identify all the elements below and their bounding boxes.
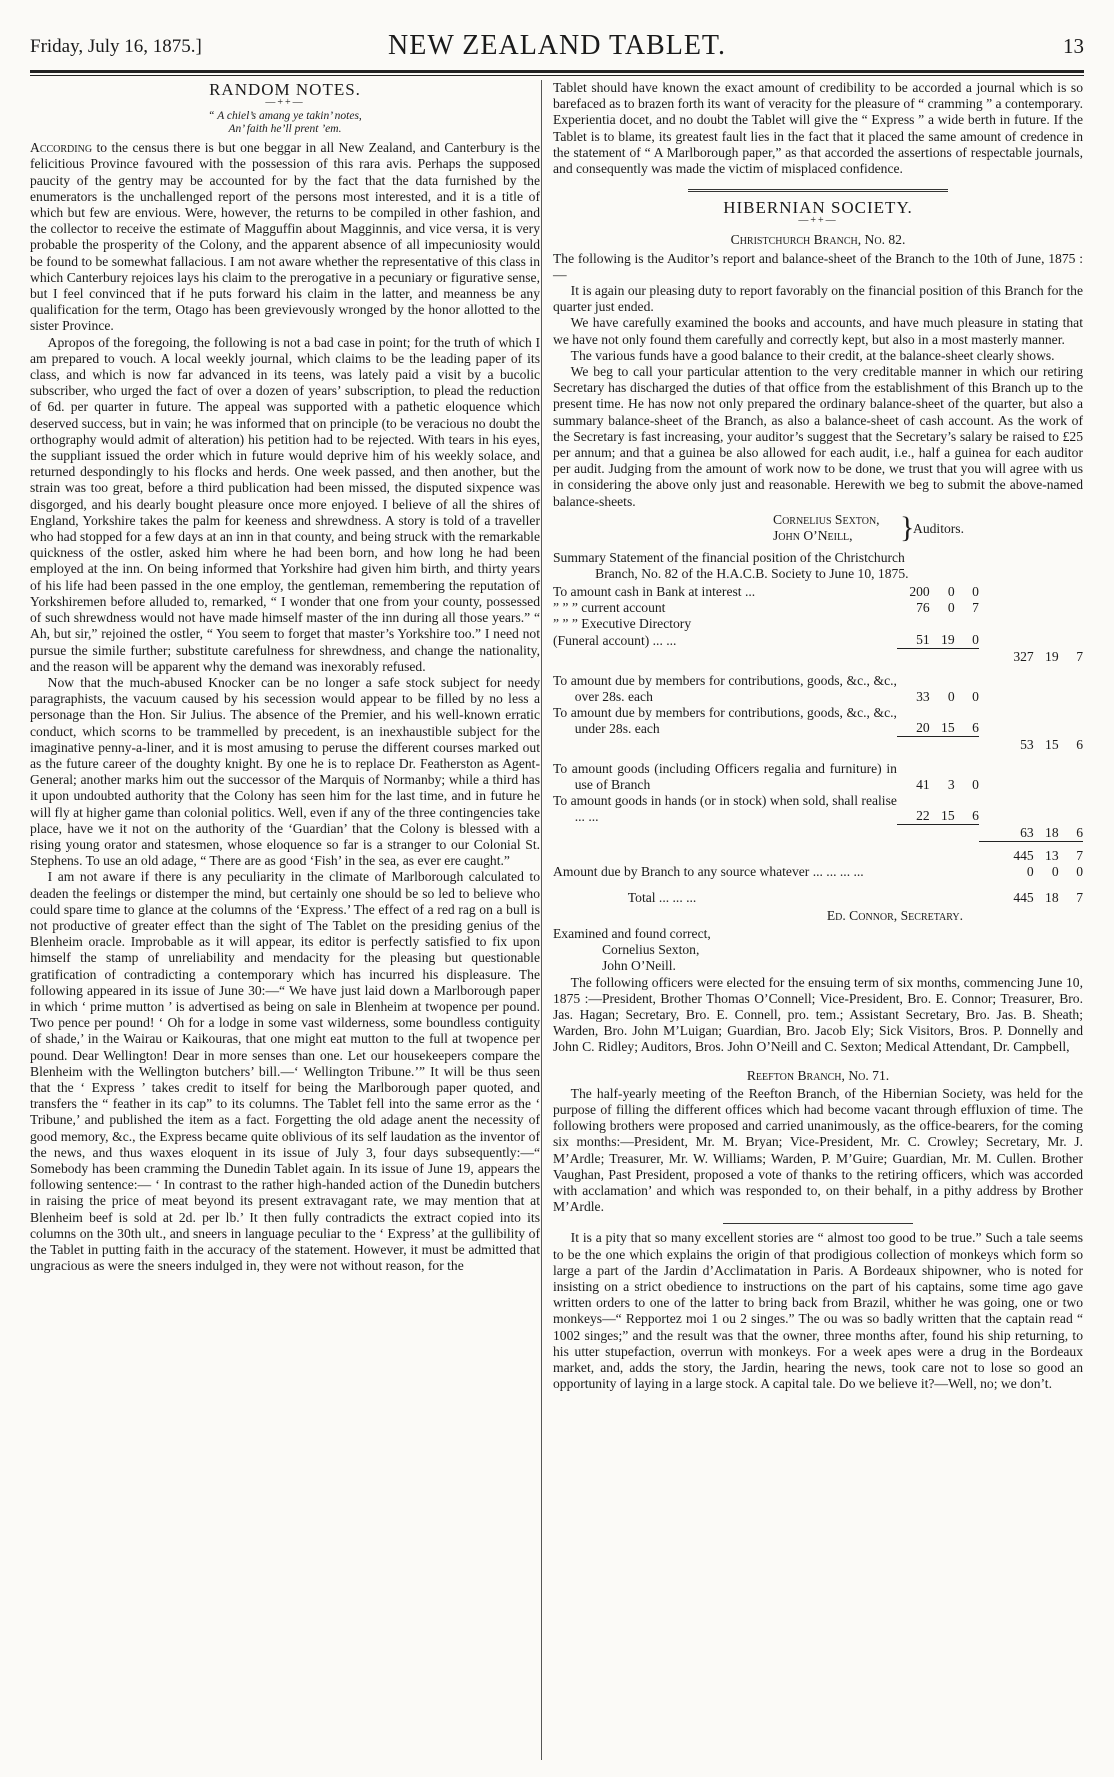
subtotal-row — [553, 737, 1083, 753]
paragraph: It is a pity that so many excellent stories are “ almost too good to be true.” Such a tale seems to be the one which explains the origin of that prodigious collection of monkeys which form so large a part of the Jardin d’Acclimatation in Paris. A Bordeaux shipowner, who is noted for insisting on a strict obedience to instructions on the part of his captains, some time ago gave written orders to one of the latter to bring back from Brazil, whither he was going, one or two monkeys—“ Repportez moi 1 ou 2 singes.” The ou was so badly written that the captain read “ 1002 singes;” and the result was that the owner, three months after, found his ship returning, to his utter stupefaction, overrun with monkeys. For a week apes were a drug in the Bordeaux market, and, adds the story, the Jardin, hearing the news, took care not to lose so good an opportunity of laying in a large stock. A capital tale. Do we believe it?—Well, no; we don’t. — [553, 1230, 1083, 1392]
paragraph: I am not aware if there is any peculiarity in the climate of Marlborough calculated to deaden the feelings or distemper the mind, but certainly one should be so led to believe who could spare time to glance at the columns of the ‘Express.’ The effect of a red rag on a bull is not productive of greater effect than the sight of The Tablet on the presiding genius of the Blenheim oracle. Improbable as it will appear, its editor is perfectly satisfied to fix upon himself the stamp of unreliability and mendacity for the pleasing but questionable gratification of contradicting a contemporary which has incurred his displeasure. The following appeared in its issue of June 30:—“ We have just laid down a Marlborough paper in which ‘ prime mutton ’ is advertised as being on sale in Blenheim at twopence per pound. Two pence per pound! ‘ Oh for a lodge in some vast wilderness, some boundless contiguity of shade,’ in the Wairau or Kaikouras, that one might eat mutton to the full at twopence per pound. Dear Wellington! Dear in more senses than one. Let our housekeepers compare the Blenheim with the Wellington butchers’ bill.—‘ Wellington Tribune.’” It will be thus seen that the ‘ Express ’ takes credit to itself for being the Marlborough paper quoted, and transfers the “ feather in its cap” to its columns. The Tablet fell into the same error as the ‘ Tribune,’ and published the item as a fact. Forgetting the old adage anent the necessity of good memory, &c., the Express became quite oblivious of its self laudation as the inventor of the news, and thus waxes eloquent in its issue of July 3, four days subsequently:—“ Somebody has been cramming the Dunedin Tablet again. In its issue of June 19, appears the following sentence:— ‘ In contrast to the rather high-handed action of the Dunedin butchers in raising the price of meat beyond its present extravagant rate, we may mention that at Blenheim beef is sold at 2d. per lb.’ It then fully contradicts the extract copied into its columns on the 30th ult., and sneers in language peculiar to the ‘ Express’ at the gullibility of the Tablet in putting faith in the accuracy of the statement. However, it must be admitted that ungracious as were the sneers indulged in, they were not without reason, for the — [30, 869, 540, 1274]
auditor-names — [773, 512, 880, 544]
section-separator — [688, 189, 948, 192]
motto — [30, 110, 540, 136]
shillings: 0 — [947, 584, 955, 600]
issue-date: Friday, July 16, 1875.] — [30, 36, 202, 57]
shillings — [930, 616, 955, 632]
masthead-rule-thin — [30, 75, 1084, 76]
subtotal-row — [553, 649, 1083, 665]
paragraph — [30, 140, 540, 334]
pounds: 0 — [1026, 863, 1034, 879]
shillings: 15 — [930, 705, 955, 737]
pounds: 445 — [1013, 889, 1034, 905]
table-row — [553, 793, 1083, 825]
paragraph: The half-yearly meeting of the Reefton Branch, of the Hibernian Society, was held for the purpose of filling the different offices which had become vacant through effluxion of time. The following brothers were proposed and carried unanimously, as the office-bearers, for the coming six months:—President, Mr. M. Bryan; Vice-President, Mr. C. Crowley; Secretary, Mr. J. M’Ardle; Treasurer, Mr. W. Williams; Warden, P. M’Guire; Guardian, Mr. M. Cullen. Brother Vaughan, Past President, proposed a vote of thanks to the retiring officers, which was accorded with acclamation’ and which was responded to, on their behalf, in a pithy address by Brother M’Ardle. — [553, 1085, 1083, 1215]
paragraph-continued: Tablet should have known the exact amount of credibility to be accorded a journal which is so barefaced as to brazen forth its want of veracity for the pleasure of “ cramming ” a contemporary. Experientia docet, and no doubt the Tablet will give the “ Express ” a wide berth in future. If the Tablet is to blame, its greatest fault lies in the fact that it placed the same amount of credence in the statement of “ A Marlborough paper,” as that accorded the assertions of respectable journals, and consequently was made the victim of misplaced confidence. — [553, 80, 1083, 177]
summary-line: Summary Statement of the financial position of the Christchurch — [553, 549, 905, 565]
row-desc: ” ” ” current account — [553, 600, 666, 616]
row-desc: (Funeral account) ... ... — [553, 632, 677, 648]
shillings: 3 — [947, 776, 955, 792]
pence: 0 — [972, 584, 979, 600]
column-divider — [541, 80, 542, 1760]
pence: 0 — [1076, 863, 1083, 879]
table-row — [553, 761, 1083, 793]
auditors-signature — [553, 512, 1083, 548]
shillings: 15 — [930, 793, 955, 825]
branch-heading: Christchurch Branch, No. 82. — [730, 232, 906, 248]
auditor-name: Cornelius Sexton, — [773, 511, 880, 527]
newspaper-title: NEW ZEALAND TABLET. — [388, 30, 726, 61]
pence: 6 — [955, 705, 979, 737]
row-desc: Amount due by Branch to any source whatever ... ... ... ... — [553, 863, 864, 879]
paragraph: The following is the Auditor’s report and balance-sheet of the Branch to the 10th of June, 1875 :— — [553, 250, 1083, 282]
row-desc: To amount goods (including Officers regalia and furniture) in use of Branch — [553, 760, 897, 792]
section-separator — [723, 1223, 913, 1224]
table-row — [553, 616, 1083, 632]
left-column — [30, 80, 540, 1274]
row-desc: To amount cash in Bank at interest ... — [553, 584, 756, 600]
shillings: 0 — [1051, 863, 1059, 879]
auditors-label: Auditors. — [913, 520, 964, 536]
pounds: 51 — [897, 632, 930, 649]
pounds: 63 — [979, 825, 1034, 842]
lead-word: According — [30, 140, 93, 156]
pence: 0 — [972, 776, 979, 792]
examined-block — [553, 926, 1083, 975]
auditor-name: John O’Neill, — [773, 528, 853, 544]
page-number: 13 — [1063, 34, 1084, 58]
pounds — [897, 616, 930, 632]
motto-line-2: An’ faith he’ll prent ’em. — [228, 123, 342, 136]
table-row — [553, 632, 1083, 649]
brace: } — [900, 510, 915, 544]
examiner-name: John O’Neill. — [601, 958, 676, 974]
paragraph: We have carefully examined the books and accounts, and have much pleasure in stating that we have not only found them carefully and correctly kept, but also in a most masterly manner. — [553, 315, 1083, 347]
paragraph: We beg to call your particular attention to the very creditable manner in which our retiring Secretary has discharged the duties of that office from the establishment of this Branch up to the present time. He has now not only prepared the ordinary balance-sheet of the quarter, but also a summary balance-sheet of the Branch, as also a balance-sheet of cash account. As the work of the Secretary is fast increasing, your auditor’s suggest that the Secretary’s salary be raised to £25 per annum; and that a guinea be also allowed for each audit, i.e., half a guinea for each auditor per audit. Judging from the amount of work now to be done, we trust that you will agree with us in considering the above only just and reasonable. Herewith we beg to submit the above-named balance-sheets. — [553, 364, 1083, 509]
summary-heading — [553, 550, 1083, 582]
table-row — [553, 673, 1083, 705]
hibernian-title: HIBERNIAN SOCIETY. — [723, 198, 913, 218]
pence: 7 — [1076, 648, 1083, 664]
shillings: 19 — [930, 632, 955, 649]
masthead — [30, 30, 1084, 68]
total-label: Total ... ... ... — [627, 889, 697, 905]
pounds: 53 — [1020, 736, 1034, 752]
table-row — [553, 705, 1083, 737]
examiner-name: Cornelius Sexton, — [601, 942, 700, 958]
shillings: 0 — [947, 688, 955, 704]
pence: 6 — [1059, 825, 1083, 842]
pence: 7 — [1076, 889, 1083, 905]
row-desc: To amount due by members for contributions, goods, &c., &c., over 28s. each — [553, 672, 897, 704]
table-row — [553, 864, 1083, 880]
pounds: 20 — [897, 705, 930, 737]
shillings: 18 — [1034, 825, 1059, 842]
paragraph: Apropos of the foregoing, the following is not a bad case in point; for the truth of which I am prepared to vouch. A local weekly journal, which claims to be the leading paper of its class, and which is now far advanced in its teens, was lately paid a visit by a bucolic subscriber, who urged the fact of over a dozen of years’ subscription, to plead the reduction of 6d. per quarter in future. The appeal was supported with a pathetic eloquence which deserved success, but in vain; he was informed that on principle (to be veracious no doubt the orthography would admit of alteration) his petition had to be rejected. With tears in his eyes, the suppliant issued the order which in future would deprive him of his weekly solace, and returned despondingly to his flocks and herds. One week passed, and then another, but the strain was too great, before a third publication had been missed, the disputed sixpence was disgorged, and his dearly bought pleasure once more enjoyed. I believe of all the shires of England, Yorkshire takes the palm for keeness and shrewdness. A story is told of a traveller who had stopped for a few days at an inn in that county, and being struck with the remarkable quickness of the ostler, asked him where he had been born, and how long he had been employed at the inn. On being informed that Yorkshire had given him birth, and thirty years of his life had been passed in the one employ, the gentleman, remembering the reputation of Yorkshiremen before alluded to, remarked, “ I wonder that one from your county, possessed of such shrewdness would not have made himself master of the inn during all those years.” “ Ah, but sir,” rejoined the ostler, “ You seem to forget that master’s Yorkshire too.” I need not pursue the simile further; substitute carefulness for shrewdness, and change the nationality, and the reason will be apparent why the demand was inexorably refused. — [30, 334, 540, 674]
paragraph: Now that the much-abused Knocker can be no longer a safe stock subject for needy paragraphists, the vacuum caused by his secession would appear to be filled by no less a personage than the Hon. Sir Julius. The absence of the Premier, and his well-known erratic conduct, which scorns to be trammelled by precedent, is an inexhaustible subject for the imaginative penny-a-liner, and it is most amusing to peruse the different courses marked out as the future career of the doughty knight. By one he is to replace Dr. Featherston as Agent-General; another marks him out the successor of the Marquis of Normanby; while a third has it upon undoubted authority that the Colony has seen him for the last time, and in future he will fly at higher game than colonial politics. Well, even if any of the three contingencies take place, have we it not on the authority of the ‘Guardian’ that the Colony is blessed with a rising young orator and statesmen, whose eloquence so far is a stranger to our Colonial St. Stephens. To use an old adage, “ There are as good ‘Fish’ in the sea, as ever ere caught.” — [30, 674, 540, 869]
shillings: 18 — [1045, 889, 1059, 905]
row-desc: ” ” ” Executive Directory — [553, 616, 692, 632]
paragraph: The following officers were elected for the ensuing term of six months, commencing June 10, 1875 :—President, Brother Thomas O’Connell; Vice-President, Bro. E. Connor; Treasurer, Bro. Jas. Hagan; Secretary, Bro. E. Connell, pro. tem.; Assistant Secretary, Bro. Jas. B. Sheath; Warden, Bro. John M’Luigan; Guardian, Bro. Jacob Ely; Sick Visitors, Bros. P. Donnelly and John C. Ridley; Auditors, Bros. John O’Neill and C. Sexton; Medical Attendant, Dr. Campbell, — [553, 974, 1083, 1055]
secretary-signature: Ed. Connor, Secretary. — [826, 907, 963, 923]
total-row — [553, 890, 1083, 906]
balance-sheet — [553, 584, 1083, 906]
row-desc: To amount due by members for contributions, goods, &c., &c., under 28s. each — [553, 704, 897, 736]
pence: 0 — [972, 688, 979, 704]
branch-heading: Reefton Branch, No. 71. — [746, 1067, 890, 1083]
pence — [955, 616, 979, 632]
motto-line-1: “ A chiel’s amang ye takin’ notes, — [208, 110, 362, 123]
subtotal-row — [553, 848, 1083, 864]
pence: 0 — [955, 632, 979, 649]
pounds: 200 — [909, 584, 930, 600]
shillings: 15 — [1045, 736, 1059, 752]
shillings: 0 — [947, 600, 955, 616]
pence: 7 — [972, 600, 979, 616]
pounds: 22 — [897, 793, 930, 825]
paragraph-text: to the census there is but one beggar in all New Zealand, and Canterbury is the felicitious Province favoured with the possession of this rara avis. Perhaps the supposed paucity of the gentry may be accounted for by the fact that the data furnished by the enumerators is the unchallenged report of the persons most interested, and it is a title of which but few are envious. Were, however, the returns to be compiled in other fashion, and the collector to receive the estimate of Magguffin about Magginnis, and vice versa, it is very probable the prosperity of the Colony, and the apparent absence of all impecuniosity would be found to be somewhat fallacious. I am not aware whether the representative of this class in which Canterbury rejoices lays his claim to the prerogative in a pecuniary or figurative sense, but I feel convinced that if he puts forward his claim in the latter, and meanness be any qualification for the term, Otago has been grevievously wronged by the honor allotted to the sister Province. — [30, 140, 540, 334]
summary-line: Branch, No. 82 of the H.A.C.B. Society to June 10, 1875. — [595, 566, 909, 582]
row-desc: To amount goods in hands (or in stock) when sold, shall realise ... ... — [553, 792, 897, 824]
shillings: 19 — [1045, 648, 1059, 664]
pounds: 76 — [916, 600, 930, 616]
pence: 6 — [1076, 736, 1083, 752]
shillings: 13 — [1045, 847, 1059, 863]
paragraph: The various funds have a good balance to their credit, at the balance-sheet clearly shows. — [570, 347, 1055, 363]
right-column — [553, 80, 1083, 1392]
pounds: 41 — [916, 776, 930, 792]
pounds: 327 — [1013, 648, 1034, 664]
title-ornament: —++— — [265, 97, 305, 109]
pence: 6 — [955, 793, 979, 825]
masthead-rule — [30, 70, 1084, 73]
table-row — [553, 584, 1083, 600]
random-notes-title: RANDOM NOTES. — [209, 80, 361, 99]
paragraph: It is again our pleasing duty to report favorably on the financial position of this Branch for the quarter just ended. — [553, 283, 1083, 315]
examined-line: Examined and found correct, — [553, 925, 711, 941]
subtotal-row — [553, 825, 1083, 842]
title-ornament: —++— — [798, 215, 838, 227]
pence: 7 — [1076, 847, 1083, 863]
table-row — [553, 600, 1083, 616]
pounds: 445 — [1013, 847, 1034, 863]
pounds: 33 — [916, 688, 930, 704]
